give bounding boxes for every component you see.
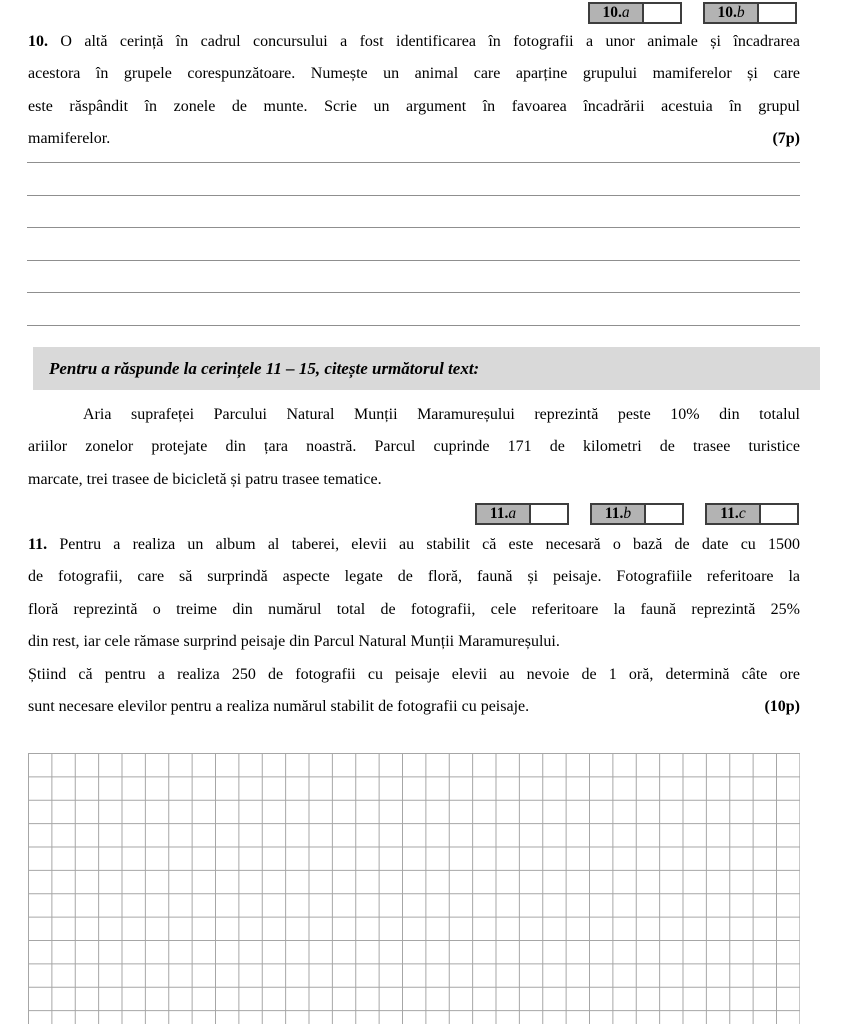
score-box-11b-value-cell: [646, 505, 682, 523]
points-badge: (7p): [772, 130, 800, 148]
question-10-line: [28, 26, 800, 58]
score-box-10a-label: [590, 4, 644, 22]
question-10-line: este răspândit în zonele de munte. Scrie un argument în favoarea încadrării acestuia în grupul: [28, 97, 800, 115]
question-text: sunt necesare elevilor pentru a realiza numărul stabilit de fotografii cu peisaje.: [28, 697, 530, 715]
question-11-line: din rest, iar cele rămase surprind peisaje din Parcul Natural Munții Maramureșului.: [28, 633, 560, 651]
score-box-letter: b: [736, 4, 745, 21]
question-10: [28, 26, 800, 156]
reading-line: ariilor zonelor protejate din țara noastră. Parcul cuprinde 171 de kilometri de trasee turistice: [28, 438, 800, 456]
answer-line: [27, 260, 800, 261]
score-box-10b-value-cell: [759, 4, 795, 22]
question-number: 10.: [28, 33, 48, 50]
question-11-line: [28, 529, 800, 561]
instruction-banner-text: Pentru a răspunde la cerințele 11 – 15, citește următorul text:: [49, 359, 480, 378]
answer-line: [27, 292, 800, 293]
answer-line: [27, 195, 800, 196]
score-box-letter: a: [621, 4, 630, 21]
reading-line: Aria suprafeței Parcului Natural Munții Maramureșului reprezintă peste 10% din totalul: [83, 406, 800, 423]
answer-grid: [28, 753, 800, 1024]
score-box-11b: [590, 503, 684, 525]
question-text: mamiferelor.: [28, 130, 111, 148]
question-11-line: floră reprezintă o treime din numărul total de fotografii, cele referitoare la faună reprezintă 25%: [28, 600, 800, 618]
reading-paragraph: [28, 399, 800, 496]
score-box-number: 11.: [489, 505, 509, 522]
score-box-11a-label: [477, 505, 531, 523]
question-10-last-line: [28, 123, 800, 155]
score-box-10b: [703, 2, 797, 24]
score-box-10b-label: [705, 4, 759, 22]
question-11-task-line: Știind că pentru a realiza 250 de fotografii cu peisaje elevii au nevoie de 1 oră, determină câte ore: [28, 665, 800, 683]
score-box-11c-value-cell: [761, 505, 797, 523]
question-11: [28, 529, 800, 723]
score-box-number: 11.: [604, 505, 624, 522]
score-box-11c: [705, 503, 799, 525]
score-box-letter: b: [623, 505, 632, 522]
score-box-11b-label: [592, 505, 646, 523]
score-box-10a-value-cell: [644, 4, 680, 22]
question-text: Pentru a realiza un album al taberei, elevii au stabilit că este necesară o bază de date cu 1500: [59, 536, 800, 553]
question-10-line: acestora în grupele corespunzătoare. Numește un animal care aparține grupului mamiferelor și care: [28, 65, 800, 83]
question-11-line: de fotografii, care să surprindă aspecte legate de floră, faună și peisaje. Fotografiile referitoare la: [28, 568, 800, 586]
question-11-last-line: [28, 691, 800, 723]
score-box-11a-value-cell: [531, 505, 567, 523]
question-text: O altă cerință în cadrul concursului a fost identificarea în fotografii a unor animale și încadrarea: [60, 33, 800, 50]
score-box-letter: c: [738, 505, 746, 522]
answer-line: [27, 325, 800, 326]
score-box-number: 11.: [720, 505, 739, 522]
score-box-11a: [475, 503, 569, 525]
score-box-number: 10.: [602, 4, 622, 21]
reading-line: marcate, trei trasee de bicicletă și patru trasee tematice.: [28, 470, 382, 488]
points-badge: (10p): [764, 697, 800, 715]
question-number: 11.: [28, 536, 48, 553]
score-box-11c-label: [707, 505, 761, 523]
answer-line: [27, 162, 800, 163]
score-box-letter: a: [508, 505, 517, 522]
answer-line: [27, 227, 800, 228]
instruction-banner: [33, 347, 820, 390]
score-box-number: 10.: [717, 4, 737, 21]
score-box-10a: [588, 2, 682, 24]
